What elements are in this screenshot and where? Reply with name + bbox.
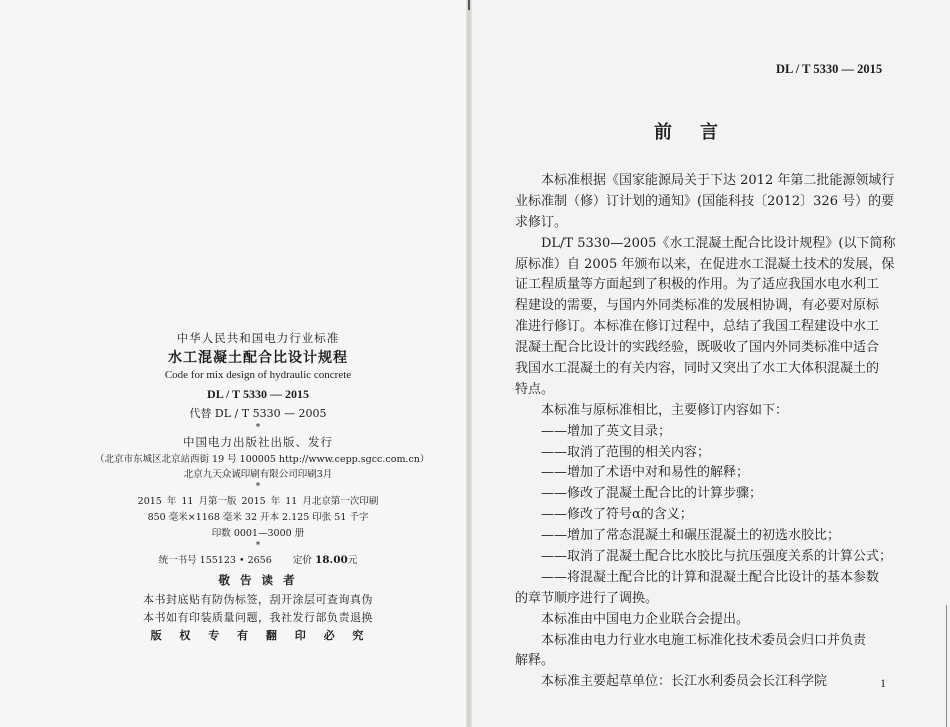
title-chinese: 水工混凝土配合比设计规程 bbox=[168, 350, 348, 366]
list-item: ——增加了术语中对和易性的解释； bbox=[541, 465, 750, 481]
isbn-price-line bbox=[95, 552, 421, 572]
running-header-standard-number: DL / T 5330 — 2015 bbox=[776, 62, 883, 76]
book-gutter bbox=[466, 0, 472, 727]
printer: 北京九天众诚印刷有限公司印刷3月 bbox=[183, 469, 333, 480]
copyright-imprint bbox=[95, 330, 430, 645]
separator-star: * bbox=[255, 541, 261, 551]
print-specs: 850 毫米×1168 毫米 32 开本 2.125 印张 51 千字 bbox=[147, 512, 369, 523]
publisher-address: （北京市东城区北京站西街 19 号 100005 http://www.cepp.sgcc.com.cn） bbox=[95, 454, 430, 465]
list-item: ——将混凝土配合比的计算和混凝土配合比设计的基本参数 bbox=[541, 569, 880, 585]
body-line: 特点。 bbox=[515, 381, 555, 397]
body-line: 的章节顺序进行了调换。 bbox=[515, 590, 659, 606]
price-unit: 元 bbox=[347, 555, 358, 566]
print-count: 印数 0001—3000 册 bbox=[211, 528, 305, 539]
body-line: 我国水工混凝土的有关内容，同时又突出了水工大体积混凝土的 bbox=[515, 361, 880, 377]
page-number: 1 bbox=[880, 676, 886, 690]
page-edge-line bbox=[946, 605, 947, 727]
notice-title: 敬 告 读 者 bbox=[218, 573, 298, 587]
list-item: ——取消了范围的相关内容； bbox=[541, 444, 711, 460]
body-line: 解释。 bbox=[515, 653, 555, 669]
body-line: 本标准根据《国家能源局关于下达 2012 年第二批能源领域行 bbox=[541, 173, 895, 188]
body-line: 求修订。 bbox=[515, 214, 568, 230]
list-item: ——修改了符号α的含义； bbox=[541, 507, 693, 523]
body-line: 本标准由电力行业水电施工标准化技术委员会归口并负责 bbox=[541, 632, 867, 648]
body-line: 准进行修订。本标准在修订过程中，总结了我国工程建设中水工 bbox=[515, 319, 880, 335]
body-line: 原标准）自 2005 年颁布以来，在促进水工混凝土技术的发展，保 bbox=[515, 256, 895, 272]
body-line: 混凝土配合比设计的实践经验，既吸收了国内外同类标准中适合 bbox=[515, 340, 880, 356]
body-line: 业标准制（修）订计划的通知》(国能科技〔2012〕326 号）的要 bbox=[515, 193, 895, 209]
notice-line: 本书封底贴有防伪标签，刮开涂层可查询真伪 bbox=[143, 593, 373, 606]
body-line: 本标准主要起草单位：长江水利委员会长江科学院 bbox=[541, 674, 828, 690]
standard-number: DL / T 5330 — 2015 bbox=[207, 387, 309, 401]
preface-title: 前言 bbox=[654, 122, 746, 143]
standard-type: 中华人民共和国电力行业标准 bbox=[176, 331, 340, 345]
separator-star: * bbox=[255, 423, 261, 433]
replaces-standard: 代替 DL / T 5330 — 2005 bbox=[189, 407, 327, 420]
body-line: 本标准由中国电力企业联合会提出。 bbox=[541, 611, 750, 627]
list-item: ——增加了英文目录； bbox=[541, 423, 672, 439]
price-value: 18.00 bbox=[314, 554, 348, 566]
notice-line: 本书如有印装质量问题，我社发行部负责退换 bbox=[143, 611, 373, 624]
isbn: 统一书号 155123 • 2656 bbox=[158, 555, 272, 566]
preface-body bbox=[515, 171, 895, 693]
price-label: 定价 bbox=[292, 555, 312, 566]
body-line: 程建设的需要，与国内外同类标准的发展相协调，有必要对原标 bbox=[515, 298, 880, 314]
list-item: ——取消了混凝土配合比水胶比与抗压强度关系的计算公式； bbox=[541, 549, 893, 565]
separator-star: * bbox=[255, 482, 261, 492]
body-line: 证工程质量等方面起到了积极的作用。为了适应我国水电水利工 bbox=[515, 277, 880, 293]
rights-statement: 版 权 专 有 翻 印 必 究 bbox=[150, 629, 366, 642]
gutter-mark bbox=[468, 0, 470, 10]
body-line: DL/T 5330—2005《水工混凝土配合比设计规程》(以下简称 bbox=[541, 235, 896, 251]
title-english: Code for mix design of hydraulic concrete bbox=[164, 369, 352, 381]
publisher: 中国电力出版社出版、发行 bbox=[183, 435, 333, 449]
list-item: ——增加了常态混凝土和碾压混凝土的初选水胶比； bbox=[541, 528, 841, 544]
edition-info: 2015 年 11 月第一版 2015 年 11 月北京第一次印刷 bbox=[137, 496, 379, 507]
body-line: 本标准与原标准相比，主要修订内容如下： bbox=[541, 402, 789, 418]
list-item: ——修改了混凝土配合比的计算步骤； bbox=[541, 486, 763, 502]
